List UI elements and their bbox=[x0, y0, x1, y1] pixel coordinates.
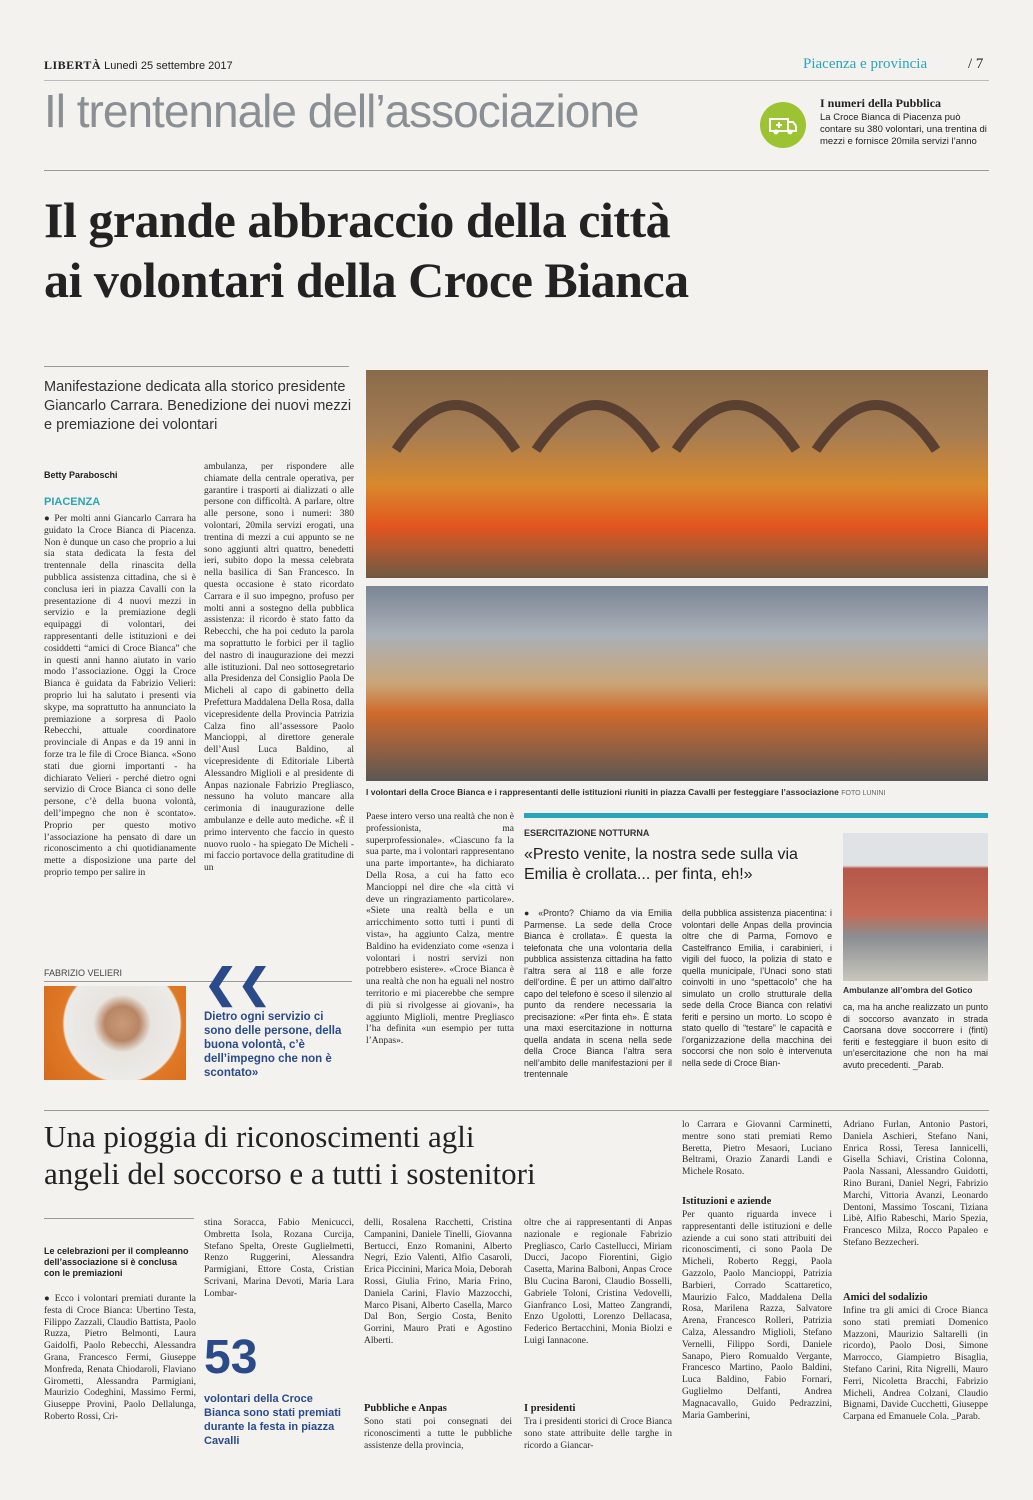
portrait-rule bbox=[44, 981, 352, 982]
sidebar-column-2: della pubblica assistenza piacentina: i volontari delle Anpas della provincia oltre che di Parma, Fornovo e Castelfranco Emilia, i carabinieri, i vigili del fuoco, la polizia di stato e quella municipale, l’Unaci sono stati coinvolti in uno “spettacolo” che ha simulato un crollo strutturale della sede della Croce Bianca con relativi feriti e persino un morto. Lo scopo è stato quello di “testare” le capacità e l’organizzazione della macchina dei soccorsi che non solo è intervenuta nella sede di Croce Bian- bbox=[682, 908, 832, 1068]
sidebar-photo bbox=[843, 833, 988, 981]
subhead-pubbliche: Pubbliche e Anpas bbox=[364, 1403, 447, 1414]
second-headline-line-2: angeli del soccorso e a tutti i sostenitori bbox=[44, 1156, 536, 1191]
ambulance-icon bbox=[760, 102, 806, 148]
kicker: Il trentennale dell’associazione bbox=[44, 85, 639, 137]
second-column-4b: Tra i presidenti storici di Croce Bianca sono state attribuite delle targhe in ricordo a Giancar- bbox=[524, 1417, 672, 1451]
deck: Manifestazione dedicata alla storico presidente Giancarlo Carrara. Benedizione dei nuovi mezzi e premiazione dei volontari bbox=[44, 379, 352, 433]
photo-caption bbox=[366, 787, 988, 797]
portrait-label: FABRIZIO VELIERI bbox=[44, 968, 123, 978]
photo-credit: FOTO LUNINI bbox=[841, 790, 886, 797]
second-column-6: Adriano Furlan, Antonio Pastori, Daniela Aschieri, Stefano Nani, Enrica Rossi, Teresa Iannicelli, Gisella Schiavi, Cristina Colonna, Paola Nassani, Alessandro Guidotti, Rino Burani, Daniel Negri, Fabrizio Marchi, Vittoria Avanzi, Leonardo Dentoni, Massimo Toscani, Tiziana Libè, Alfio Rabeschi, Mario Spezia, Francesco Milza, Rocco Papaleo e Stefano Bezzecheri. bbox=[843, 1120, 988, 1248]
numbers-box-title: I numeri della Pubblica bbox=[820, 96, 942, 110]
group-photo-top bbox=[366, 370, 988, 578]
second-article-rule bbox=[44, 1110, 989, 1111]
subhead-istituzioni: Istituzioni e aziende bbox=[682, 1196, 772, 1207]
second-column-2: stina Soracca, Fabio Menicucci, Ombretta Isola, Rozana Curcija, Stefano Spelta, Oreste Guglielmetti, Renzo Ruggerini, Alessandra Parmigiani, Ettore Costa, Cristian Scrivani, Marina Devoti, Maria Lara Lombar- bbox=[204, 1218, 354, 1299]
sidebar-photo-caption: Ambulanze all’ombra del Gotico bbox=[843, 985, 973, 995]
main-headline bbox=[44, 190, 994, 310]
portrait-photo bbox=[44, 986, 186, 1080]
big-number: 53 bbox=[204, 1331, 258, 1384]
quote-icon: ❮❮ bbox=[204, 961, 272, 1006]
subhead-presidenti: I presidenti bbox=[524, 1403, 576, 1414]
sidebar-column-1: ● «Pronto? Chiamo da via Emilia Parmense. La sede della Croce Bianca è crollata». È questa la telefonata che una volontaria della pubblica assistenza cittadina ha fatto l’altra sera al 118 e alle forze dell’ordine. È per un attimo dall’altro capo del telefono è sceso il silenzio al punto da rendere necessaria la precisazione: «Per finta eh». È stata una maxi esercitazione in notturna quella andata in scena nella sede della Croce Bianca l’altra sera nell’ambito delle manifestazioni per il trentennale bbox=[524, 908, 672, 1079]
second-column-5: lo Carrara e Giovanni Carminetti, mentre sono stati premiati Remo Beretta, Pietro Mesaori, Luciano Beltrami, Orazio Zanardi Landi e Michele Rosato. bbox=[682, 1120, 832, 1178]
big-number-text: volontari della Croce Bianca sono stati premiati durante la festa in piazza Cavalli bbox=[204, 1393, 341, 1447]
summary-rule bbox=[44, 1218, 194, 1219]
kicker-rule bbox=[44, 170, 989, 171]
sidebar-column-3: ca, ma ha anche realizzato un punto di soccorso avanzato in strada Caorsana dove soccorrere i (finti) feriti e festeggiare il buon esito di un’esercitazione che non ha mai avuto precedenti. _Parab. bbox=[843, 1002, 988, 1070]
headline-line-1: Il grande abbraccio della città bbox=[44, 192, 671, 248]
photo-caption-text: I volontari della Croce Bianca e i rappresentanti delle istituzioni riuniti in piazza Cavalli per festeggiare l’associazione bbox=[366, 787, 839, 797]
sidebar-bar bbox=[524, 813, 988, 818]
masthead bbox=[44, 58, 233, 73]
dateline: PIACENZA bbox=[44, 496, 101, 508]
second-column-4: oltre che ai rappresentanti di Anpas nazionale e regionale Fabrizio Pregliasco, Carlo Castellucci, Miriam Ducci, Jacopo Fiorentini, Gigio Casetta, Marina Balboni, Anpas Croce Blu Cucina Baroni, Claudio Bosselli, Gabriele Toloni, Cristina Vedovelli, Gianfranco Losi, Matteo Zangrandi, Enzo Ugolotti, Lorenzo Dellacasa, Federico Bertacchini, Monia Biolzi e Luigi Iannacone. bbox=[524, 1218, 672, 1346]
second-headline-line-1: Una pioggia di riconoscimenti agli bbox=[44, 1119, 475, 1154]
second-headline bbox=[44, 1118, 684, 1192]
article-column-3: Paese intero verso una realtà che non è professionista, ma superprofessionale». «Ciascuno fa la sua parte, ma i volontari rappresentano una parte importante», ha dichiarato Della Rosa, a cui ha fatto eco Mancioppi nel dire che «la città vi deve un ringraziamento particolare». «Siete una realtà bella e un arricchimento sotto tutti i punti di vista», ha aggiunto Calza, mentre Baldino ha evidenziato come «senza i volontari i nostri servizi non potrebbero esistere». «Croce Bianca è una realtà che non ha eguali nel nostro territorio e mi piacerebbe che sempre di più si rivolgesse ai giovani», ha aggiunto Miglioli, mentre Pregliasco l’ha definita «un esempio per tutta l’Anpas». bbox=[366, 812, 514, 1047]
second-column-3b: Sono stati poi consegnati dei riconoscimenti a tutte le pubbliche assistenze della provincia, bbox=[364, 1417, 512, 1451]
deck-rule bbox=[44, 366, 349, 367]
pullquote: Dietro ogni servizio ci sono delle persone, della buona volontà, c’è dell’impegno che non è scontato» bbox=[204, 1011, 342, 1079]
group-photo-bottom bbox=[366, 586, 988, 781]
second-column-5b: Per quanto riguarda invece i rappresentanti delle istituzioni e delle aziende a cui sono stati attribuiti dei riconoscimenti, ci sono Paola De Micheli, Roberto Reggi, Paola Gazzolo, Paolo Mancioppi, Patrizia Barbieri, Corrado Scattaretico, Maurizio Falco, Maddalena Della Rosa, Marilena Razza, Salvatore Arena, Francesco Rolleri, Patrizia Calza, Alessandro Miglioli, Stefano Vernelli, Filippo Sordi, Daniele Sanapo, Piero Romualdo Vergante, Francesco Martino, Paolo Baldini, Luca Baldino, Fabio Fornari, Guglielmo Delfanti, Andrea Magnacavallo, Guido Pedrazzini, Maria Gamberini, bbox=[682, 1210, 832, 1421]
sidebar-label: ESERCITAZIONE NOTTURNA bbox=[524, 828, 650, 838]
top-rule bbox=[44, 80, 989, 81]
subhead-amici: Amici del sodalizio bbox=[843, 1292, 928, 1303]
headline-line-2: ai volontari della Croce Bianca bbox=[44, 252, 689, 308]
issue-date: Lunedì 25 settembre 2017 bbox=[104, 60, 233, 72]
second-column-6b: Infine tra gli amici di Croce Bianca sono stati premiati Domenico Mazzoni, Maurizio Saltarelli (in ricordo), Paolo Dosi, Simone Marrocco, Giampietro Bisaglia, Stefano Carini, Rita Nigrelli, Mauro Ferri, Nicoletta Bracchi, Fabrizio Micheli, Andrea Colzani, Claudio Bignami, Davide Cucchetti, Giuseppe Carpana ed Emanuele Cola. _Parab. bbox=[843, 1306, 988, 1423]
article-column-2: ambulanza, per rispondere alle chiamate della centrale operativa, per garantire i trasporti ai dializzati o alle persone con difficoltà. A parlare, oltre alle persone, sono i numeri: 380 volontari, 20mila servizi erogati, una trentina di mezzi a cui appunto se ne sono aggiunti altri quattro, benedetti ieri, subito dopo la messa celebrata nella basilica di San Francesco. In questa occasione è stato ricordato Carrara e il suo impegno, profuso per molti anni a sostegno della pubblica assistenza: il ricordo è stato fatto da Rebecchi, che ha poi ceduto la parola ma soprattutto le forbici per il taglio del nastro di inaugurazione dei mezzi alle istituzioni. Dal neo sottosegretario alla Presidenza del Consiglio Paola De Micheli al capo di gabinetto della Prefettura Maddalena Della Rosa, dalla vicepresidente della Provincia Patrizia Calza fino all’assessore Paolo Mancioppi, al direttore generale dell’Ausl Luca Baldino, al vicepresidente di Editoriale Libertà Alessandro Miglioli e al presidente di Anpas nazionale Fabrizio Pregliasco, nessuno ha voluto mancare alla cerimonia di inaugurazione delle ambulanze e delle auto mediche. «È il primo intervento che faccio in questo nuovo ruolo - ha spiegato De Micheli - mi faccio portavoce della gratitudine di un bbox=[204, 462, 354, 874]
second-summary: Le celebrazioni per il compleanno dell’associazione si è conclusa con le premiazioni bbox=[44, 1246, 189, 1278]
numbers-box-text: La Croce Bianca di Piacenza può contare su 380 volontari, una trentina di mezzi e fornisce 20mila servizi l’anno bbox=[820, 112, 987, 147]
second-column-1: ● Ecco i volontari premiati durante la festa di Croce Bianca: Ubertino Testa, Filippo Zazzali, Claudio Battista, Paolo Ruzza, Pietro Belmonti, Laura Gaidolfi, Paolo Rebecchi, Alessandra Grana, Francesco Fermi, Giuseppe Monfreda, Renata Chiodaroli, Flaviano Girometti, Alessandra Parmigiani, Maurizio Codeghini, Massimo Fermi, Giuseppe Provini, Paolo Dellalunga, Roberto Rossi, Cri- bbox=[44, 1294, 196, 1422]
article-column-1: ● Per molti anni Giancarlo Carrara ha guidato la Croce Bianca di Piacenza. Non è dunque un caso che proprio a lui sia stata dedicata la festa del trentennale della rinascita della pubblica assistenza cittadina, che si è conclusa ieri in piazza Cavalli con la presentazione di 4 nuovi mezzi in servizio e la premiazione degli equipaggi di volontari, dei rappresentanti delle istituzioni e dei cosiddetti “amici di Croce Bianca” che in questi anni hanno aiutato in vario modo l’associazione. Oggi la Croce Bianca è guidata da Fabrizio Velieri: proprio lui ha salutato i presenti via skype, ma soprattutto ha annunciato la premiazione a sorpresa di Paolo Rebecchi, attuale coordinatore provinciale di Anpas e da 19 anni in forze tra le file di Croce Bianca. «Sono stati due giorni importanti - ha dichiarato Velieri - perché dietro ogni servizio di Croce Bianca ci sono delle persone, c’è della buona volontà, dell’impegno che non è scontato». Proprio per questo motivo l’associazione ha pensato di dare un riconoscimento a chi quotidianamente mette a disposizione una parte del proprio tempo per salire in bbox=[44, 514, 196, 878]
section-name: Piacenza e provincia bbox=[803, 56, 928, 72]
second-column-3: delli, Rosalena Racchetti, Cristina Campanini, Daniele Tinelli, Giovanna Bertucci, Enzo Romanini, Alberto Negri, Ezio Valenti, Alfio Casaroli, Erica Piccinini, Marica Moia, Deborah Rossi, Giulia Frino, Maria Frino, Daniela Carini, Flavio Mazzocchi, Marco Pisani, Alberto Casella, Marco Dal Bon, Sergio Costa, Benito Gorrini, Mauro Prati e Agostino Alberti. bbox=[364, 1218, 512, 1346]
byline: Betty Paraboschi bbox=[44, 470, 118, 480]
sidebar-title: «Presto venite, la nostra sede sulla via Emilia è crollata... per finta, eh!» bbox=[524, 846, 798, 883]
paper-name: LIBERTÀ bbox=[44, 58, 102, 72]
page-number: / 7 bbox=[968, 56, 984, 72]
